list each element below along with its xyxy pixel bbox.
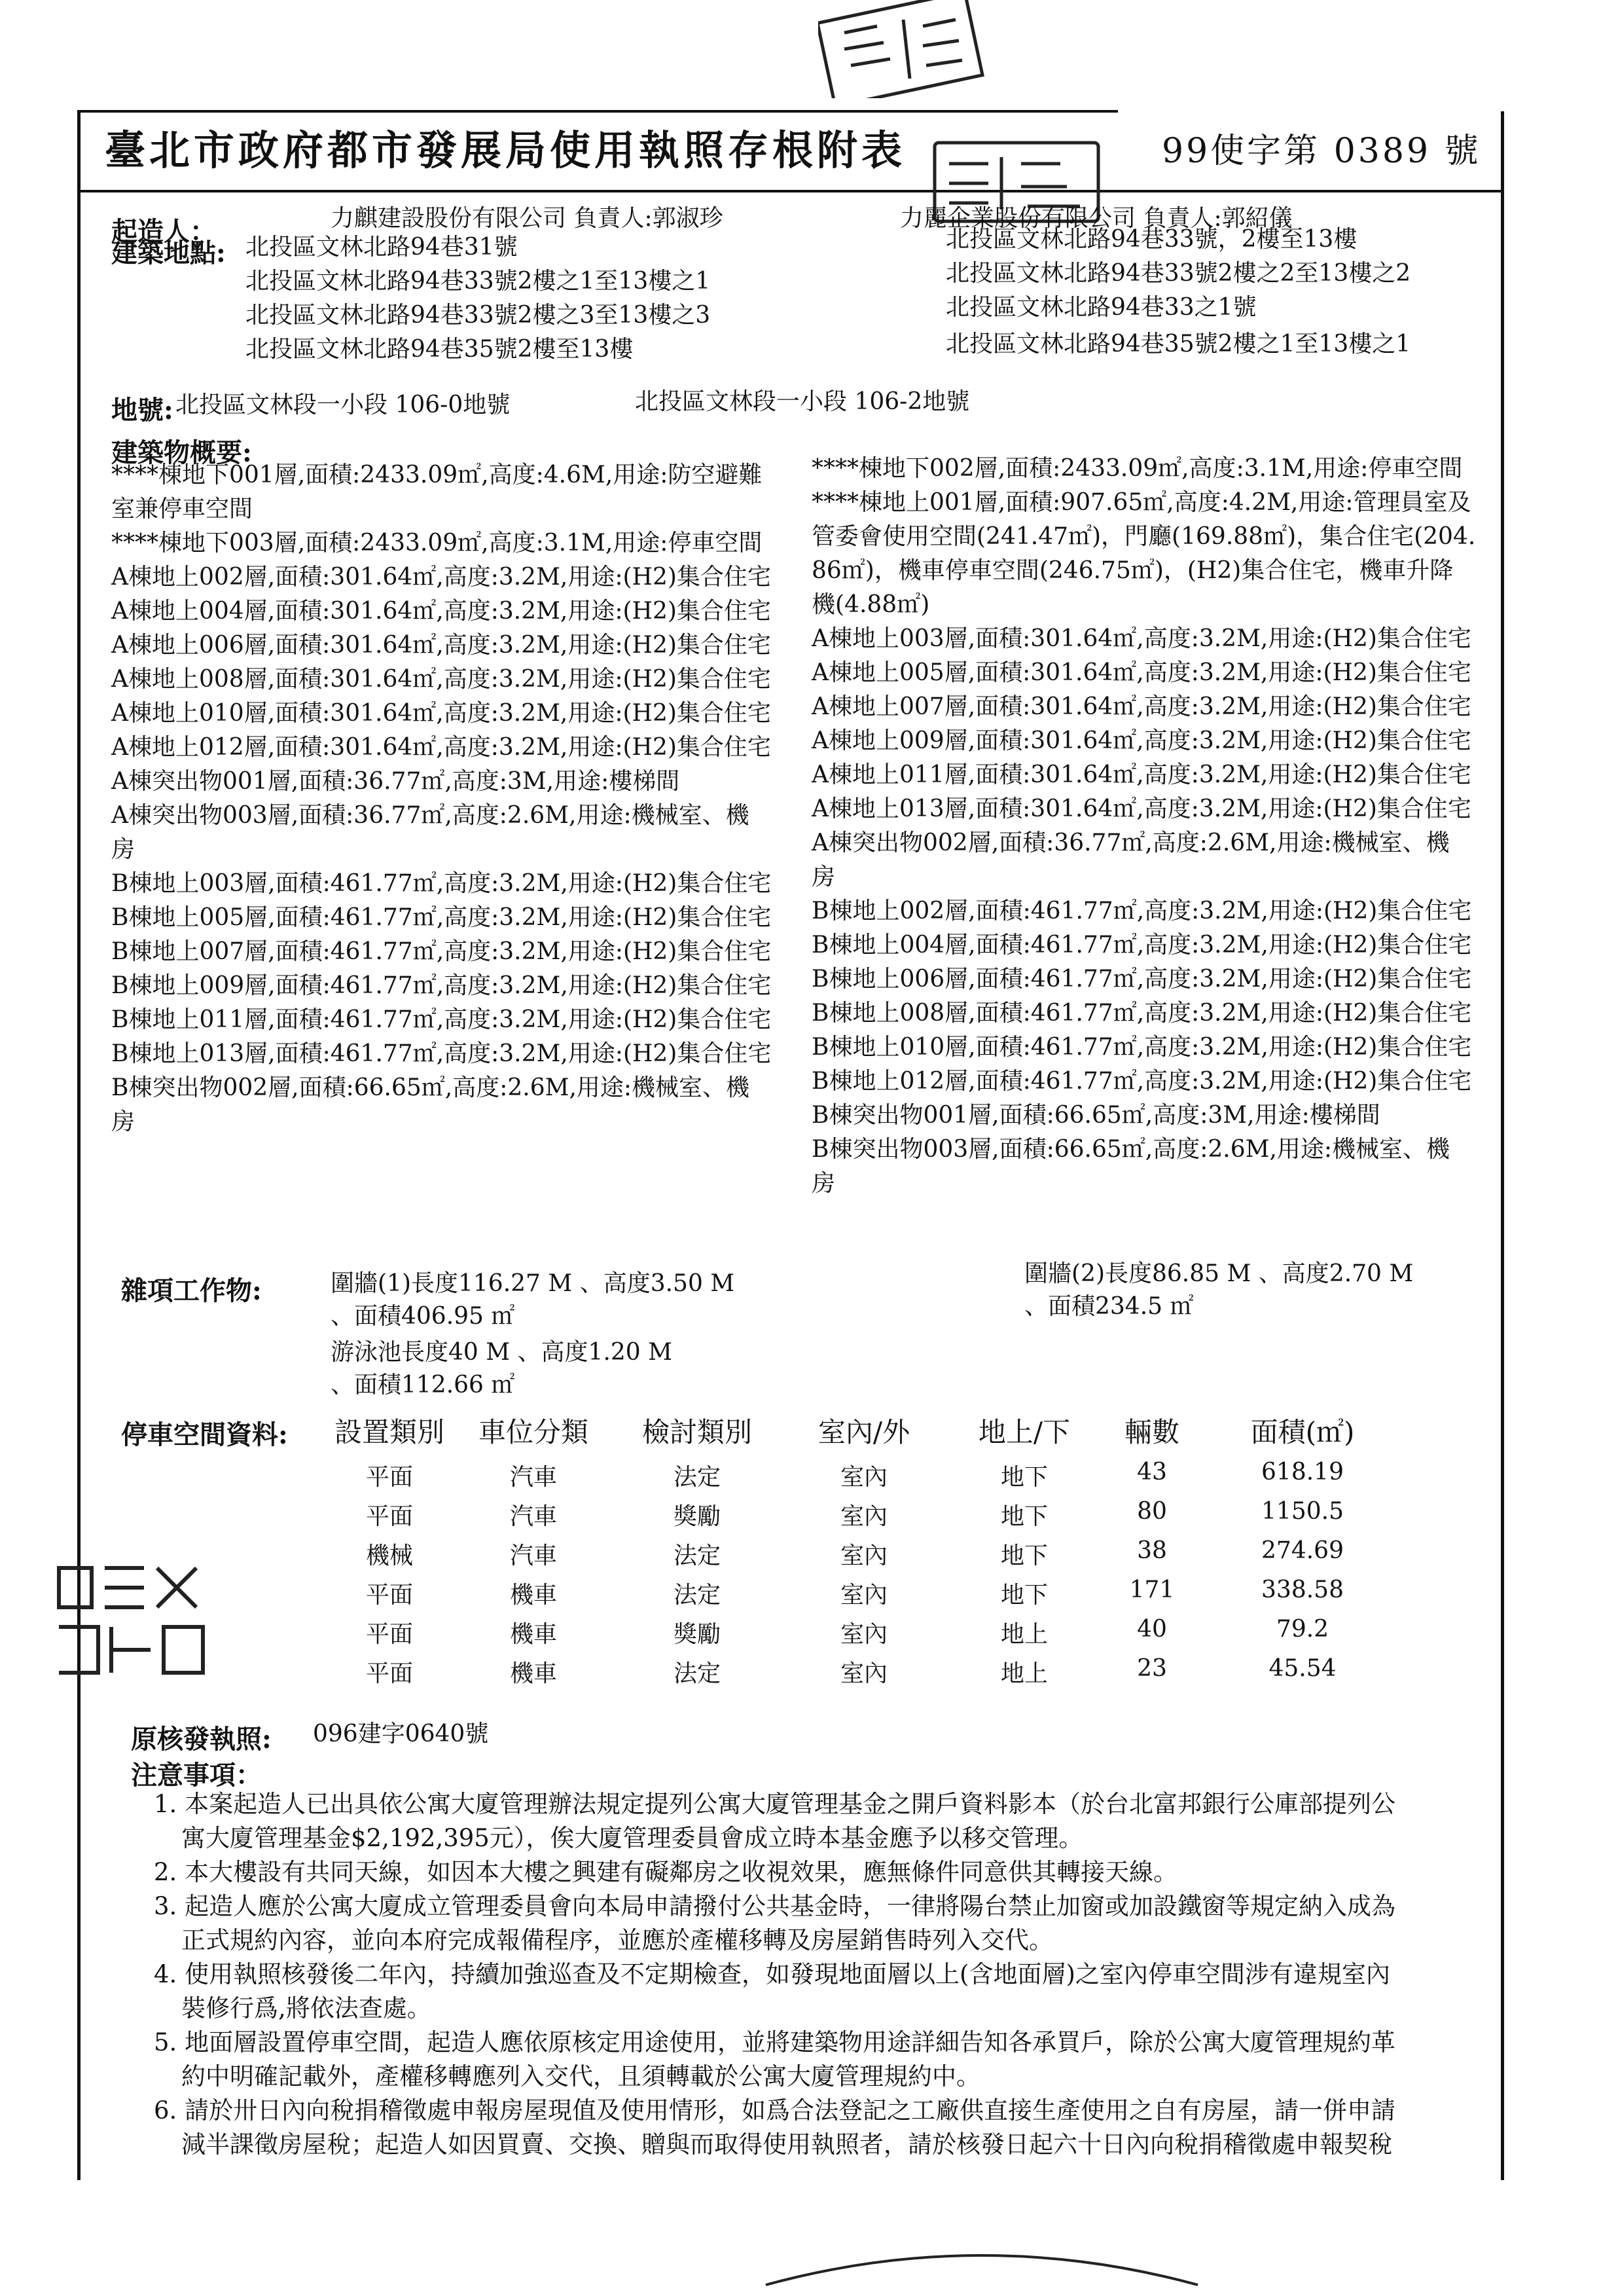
note-line: 5. 地面層設置停車空間，起造人應依原核定用途使用，並將建築物用途詳細告知各承買戶，除於公寓大廈管理規約革 (154, 2028, 1396, 2056)
overview-right-line: A棟地上005層,面積:301.64㎡,高度:3.2M,用途:(H2)集合住宅 (812, 659, 1471, 686)
parking-cell: 地下 (1000, 1542, 1048, 1569)
parking-cell: 43 (1137, 1459, 1167, 1485)
overview-right-line: A棟地上011層,面積:301.64㎡,高度:3.2M,用途:(H2)集合住宅 (812, 761, 1471, 788)
site-right-2: 北投區文林北路94巷33號2樓之2至13樓之2 (946, 260, 1411, 287)
applicant-left: 力麒建設股份有限公司 負責人:郭淑珍 (331, 205, 723, 232)
note-line: 寓大廈管理基金$2,192,395元），俟大廈管理委員會成立時本基金應予以移交管理。 (181, 1824, 1083, 1852)
note-line: 1. 本案起造人已出具依公寓大廈管理辦法規定提列公寓大廈管理基金之開戶資料影本（於台北富邦銀行公庫部提列公 (154, 1790, 1396, 1818)
parking-cell: 80 (1137, 1498, 1167, 1525)
overview-right-line: A棟地上013層,面積:301.64㎡,高度:3.2M,用途:(H2)集合住宅 (812, 795, 1471, 822)
document-number: 99使字第 0389 號 (1162, 132, 1481, 171)
overview-left-line: A棟地上008層,面積:301.64㎡,高度:3.2M,用途:(H2)集合住宅 (111, 666, 771, 693)
parking-cell: 汽車 (509, 1542, 557, 1569)
overview-right-line: A棟突出物002層,面積:36.77㎡,高度:2.6M,用途:機械室、機 (812, 829, 1450, 856)
site-left-4: 北投區文林北路94巷35號2樓至13樓 (245, 336, 634, 363)
parking-cell: 室內 (840, 1660, 888, 1687)
original-permit-label: 原核發執照: (131, 1724, 272, 1755)
parking-cell: 274.69 (1261, 1537, 1344, 1564)
parking-cell: 室內 (840, 1582, 888, 1609)
overview-left-line: ****棟地下003層,面積:2433.09㎡,高度:3.1M,用途:停車空間 (111, 530, 763, 556)
pool-line1: 游泳池長度40 M 、高度1.20 M (331, 1339, 673, 1366)
parking-cell: 79.2 (1276, 1616, 1329, 1643)
note-line: 4. 使用執照核發後二年內，持續加強巡查及不定期檢查，如發現地面層以上(含地面層)之室內停車空間涉有違規室內 (154, 1960, 1390, 1988)
site-label: 建築地點: (111, 238, 226, 268)
original-permit-value: 096建字0640號 (313, 1721, 489, 1747)
parking-cell: 38 (1137, 1537, 1167, 1564)
overview-right-line: 房 (812, 864, 836, 890)
overview-right-line: ****棟地下002層,面積:2433.09㎡,高度:3.1M,用途:停車空間 (812, 455, 1463, 482)
overview-left-line: B棟地上003層,面積:461.77㎡,高度:3.2M,用途:(H2)集合住宅 (111, 870, 772, 897)
site-left-2: 北投區文林北路94巷33號2樓之1至13樓之1 (245, 268, 711, 295)
parking-cell: 機車 (509, 1660, 557, 1687)
overview-right-column (812, 452, 1475, 1201)
overview-left-line: B棟突出物002層,面積:66.65㎡,高度:2.6M,用途:機械室、機 (111, 1074, 750, 1101)
overview-label: 建築物概要: (111, 437, 252, 468)
parking-cell: 地下 (1000, 1503, 1048, 1530)
parking-cell: 平面 (365, 1660, 413, 1687)
overview-left-line: A棟地上006層,面積:301.64㎡,高度:3.2M,用途:(H2)集合住宅 (111, 632, 771, 659)
overview-right-line: A棟地上007層,面積:301.64㎡,高度:3.2M,用途:(H2)集合住宅 (812, 693, 1471, 720)
overview-right-line: B棟地上004層,面積:461.77㎡,高度:3.2M,用途:(H2)集合住宅 (812, 932, 1472, 958)
applicant-right: 力麗企業股份有限公司 負責人:郭紹儀 (900, 205, 1293, 232)
lot-left: 北投區文林段一小段 106-0地號 (175, 392, 511, 418)
parking-cell: 室內 (840, 1503, 888, 1530)
parking-cell: 室內 (840, 1621, 888, 1648)
overview-left-line: A棟突出物001層,面積:36.77㎡,高度:3M,用途:樓梯間 (111, 768, 680, 795)
parking-cell: 1150.5 (1261, 1498, 1344, 1525)
overview-right-line: B棟突出物003層,面積:66.65㎡,高度:2.6M,用途:機械室、機 (812, 1136, 1450, 1163)
approval-stamp-left (52, 1555, 209, 1686)
parking-cell: 171 (1129, 1576, 1175, 1603)
wall1-line1: 圍牆(1)長度116.27 M 、高度3.50 M (331, 1270, 735, 1297)
overview-right-line: A棟地上009層,面積:301.64㎡,高度:3.2M,用途:(H2)集合住宅 (812, 727, 1471, 754)
parking-cell: 室內 (840, 1464, 888, 1491)
seal-stamp-top (818, 0, 988, 98)
overview-left-line: A棟地上004層,面積:301.64㎡,高度:3.2M,用途:(H2)集合住宅 (111, 598, 771, 625)
parking-cell: 地上 (1000, 1660, 1048, 1687)
parking-cell: 23 (1137, 1655, 1167, 1682)
overview-right-line: A棟地上003層,面積:301.64㎡,高度:3.2M,用途:(H2)集合住宅 (812, 625, 1471, 652)
parking-cell: 室內 (840, 1542, 888, 1569)
title-bottom-rule (77, 190, 1501, 192)
overview-right-line: B棟地上006層,面積:461.77㎡,高度:3.2M,用途:(H2)集合住宅 (812, 966, 1472, 993)
overview-right-line: B棟地上008層,面積:461.77㎡,高度:3.2M,用途:(H2)集合住宅 (812, 1000, 1472, 1027)
lot-right: 北投區文林段一小段 106-2地號 (635, 388, 970, 415)
parking-cell: 機車 (509, 1582, 557, 1609)
note-line: 約中明確記載外，產權移轉應列入交代，且須轉載於公寓大廈管理規約中。 (181, 2062, 980, 2090)
parking-cell: 獎勵 (673, 1503, 721, 1530)
parking-cell: 法定 (673, 1542, 721, 1569)
overview-left-line: 室兼停車空間 (111, 496, 253, 522)
overview-right-line: B棟地上012層,面積:461.77㎡,高度:3.2M,用途:(H2)集合住宅 (812, 1068, 1472, 1095)
wall2-line2: 、面積234.5 ㎡ (1024, 1293, 1194, 1320)
overview-right-line: ****棟地上001層,面積:907.65㎡,高度:4.2M,用途:管理員室及 (812, 489, 1471, 516)
note-line: 裝修行爲,將依法查處。 (181, 1994, 431, 2022)
overview-right-line: B棟地上010層,面積:461.77㎡,高度:3.2M,用途:(H2)集合住宅 (812, 1034, 1472, 1061)
site-right-4: 北投區文林北路94巷35號2樓之1至13樓之1 (946, 331, 1411, 357)
parking-cell: 機械 (365, 1542, 413, 1569)
overview-left-line: A棟地上012層,面積:301.64㎡,高度:3.2M,用途:(H2)集合住宅 (111, 734, 771, 761)
title-top-rule (77, 110, 1118, 113)
site-right-1: 北投區文林北路94巷33號，2樓至13樓 (946, 226, 1357, 253)
overview-right-line: B棟突出物001層,面積:66.65㎡,高度:3M,用途:樓梯間 (812, 1102, 1380, 1129)
note-line: 6. 請於卅日內向稅捐稽徵處申報房屋現值及使用情形，如爲合法登記之工廠供直接生產使用之自有房屋，請一併申請 (154, 2096, 1396, 2124)
site-left-3: 北投區文林北路94巷33號2樓之3至13樓之3 (245, 302, 711, 329)
overview-right-line: 管委會使用空間(241.47㎡)，門廳(169.88㎡)，集合住宅(204. (812, 523, 1476, 550)
site-right-3: 北投區文林北路94巷33之1號 (946, 294, 1257, 321)
parking-cell: 338.58 (1261, 1576, 1344, 1603)
applicant-label: 起造人： (111, 216, 216, 247)
overview-left-line: A棟突出物003層,面積:36.77㎡,高度:2.6M,用途:機械室、機 (111, 802, 749, 829)
parking-header-cell: 地上/下 (978, 1416, 1071, 1448)
note-line: 3. 起造人應於公寓大廈成立管理委員會向本局申請撥付公共基金時，一律將陽台禁止加窗或加設鐵窗等規定納入成為 (154, 1892, 1396, 1920)
overview-left-line: ****棟地下001層,面積:2433.09㎡,高度:4.6M,用途:防空避難 (111, 462, 763, 488)
overview-right-line: 房 (812, 1170, 836, 1197)
parking-cell: 平面 (365, 1464, 413, 1491)
parking-cell: 獎勵 (673, 1621, 721, 1648)
parking-cell: 法定 (673, 1582, 721, 1609)
overview-right-line: 86㎡)，機車停車空間(246.75㎡)，(H2)集合住宅，機車升降 (812, 557, 1454, 584)
parking-cell: 618.19 (1261, 1459, 1344, 1485)
overview-right-line: B棟地上002層,面積:461.77㎡,高度:3.2M,用途:(H2)集合住宅 (812, 898, 1472, 924)
overview-left-line: B棟地上009層,面積:461.77㎡,高度:3.2M,用途:(H2)集合住宅 (111, 972, 772, 999)
parking-header-cell: 車位分類 (478, 1416, 588, 1448)
overview-left-line: A棟地上010層,面積:301.64㎡,高度:3.2M,用途:(H2)集合住宅 (111, 700, 771, 727)
wall1-line2: 、面積406.95 ㎡ (331, 1303, 515, 1330)
parking-cell: 平面 (365, 1582, 413, 1609)
parking-cell: 45.54 (1268, 1655, 1337, 1682)
overview-left-line: B棟地上007層,面積:461.77㎡,高度:3.2M,用途:(H2)集合住宅 (111, 938, 772, 965)
overview-left-line: B棟地上013層,面積:461.77㎡,高度:3.2M,用途:(H2)集合住宅 (111, 1040, 772, 1067)
parking-cell: 40 (1137, 1616, 1167, 1643)
parking-cell: 地上 (1000, 1621, 1048, 1648)
parking-cell: 平面 (365, 1621, 413, 1648)
bottom-seal-arc (753, 2239, 1211, 2291)
parking-cell: 平面 (365, 1503, 413, 1530)
parking-header-cell: 輛數 (1124, 1416, 1179, 1448)
parking-cell: 汽車 (509, 1464, 557, 1491)
note-line: 正式規約內容，並向本府完成報備程序，並應於產權移轉及房屋銷售時列入交代。 (181, 1926, 1053, 1954)
pool-line2: 、面積112.66 ㎡ (331, 1372, 515, 1398)
overview-left-line: 房 (111, 836, 135, 863)
parking-header-cell: 設置類別 (334, 1416, 444, 1448)
overview-left-line: B棟地上011層,面積:461.77㎡,高度:3.2M,用途:(H2)集合住宅 (111, 1006, 772, 1033)
overview-right-line: 機(4.88㎡) (812, 591, 930, 618)
site-left-1: 北投區文林北路94巷31號 (245, 234, 518, 261)
parking-cell: 機車 (509, 1621, 557, 1648)
parking-cell: 法定 (673, 1464, 721, 1491)
parking-cell: 地下 (1000, 1464, 1048, 1491)
parking-label: 停車空間資料: (121, 1419, 288, 1450)
notes-block (154, 1787, 1395, 2162)
lot-label: 地號: (111, 395, 173, 426)
parking-header-cell: 檢討類別 (641, 1416, 752, 1448)
overview-left-line: 房 (111, 1108, 135, 1135)
page-title: 臺北市政府都市發展局使用執照存根附表 (105, 126, 907, 174)
notes-label: 注意事項： (131, 1760, 262, 1791)
overview-left-line: A棟地上002層,面積:301.64㎡,高度:3.2M,用途:(H2)集合住宅 (111, 564, 771, 591)
parking-header-cell: 面積(㎡) (1250, 1416, 1355, 1448)
wall2-line1: 圍牆(2)長度86.85 M 、高度2.70 M (1024, 1260, 1414, 1287)
overview-left-column (111, 458, 771, 1139)
parking-cell: 法定 (673, 1660, 721, 1687)
overview-left-line: B棟地上005層,面積:461.77㎡,高度:3.2M,用途:(H2)集合住宅 (111, 904, 772, 931)
parking-cell: 汽車 (509, 1503, 557, 1530)
note-line: 2. 本大樓設有共同天線，如因本大樓之興建有礙鄰房之收視效果，應無條件同意供其轉接天線。 (154, 1858, 1178, 1886)
note-line: 減半課徵房屋稅；起造人如因買賣、交換、贈與而取得使用執照者，請於核發日起六十日內向稅捐稽徵處申報契稅 (181, 2130, 1392, 2159)
misc-label: 雜項工作物: (121, 1275, 262, 1306)
parking-cell: 地下 (1000, 1582, 1048, 1609)
parking-header-cell: 室內/外 (818, 1416, 910, 1448)
